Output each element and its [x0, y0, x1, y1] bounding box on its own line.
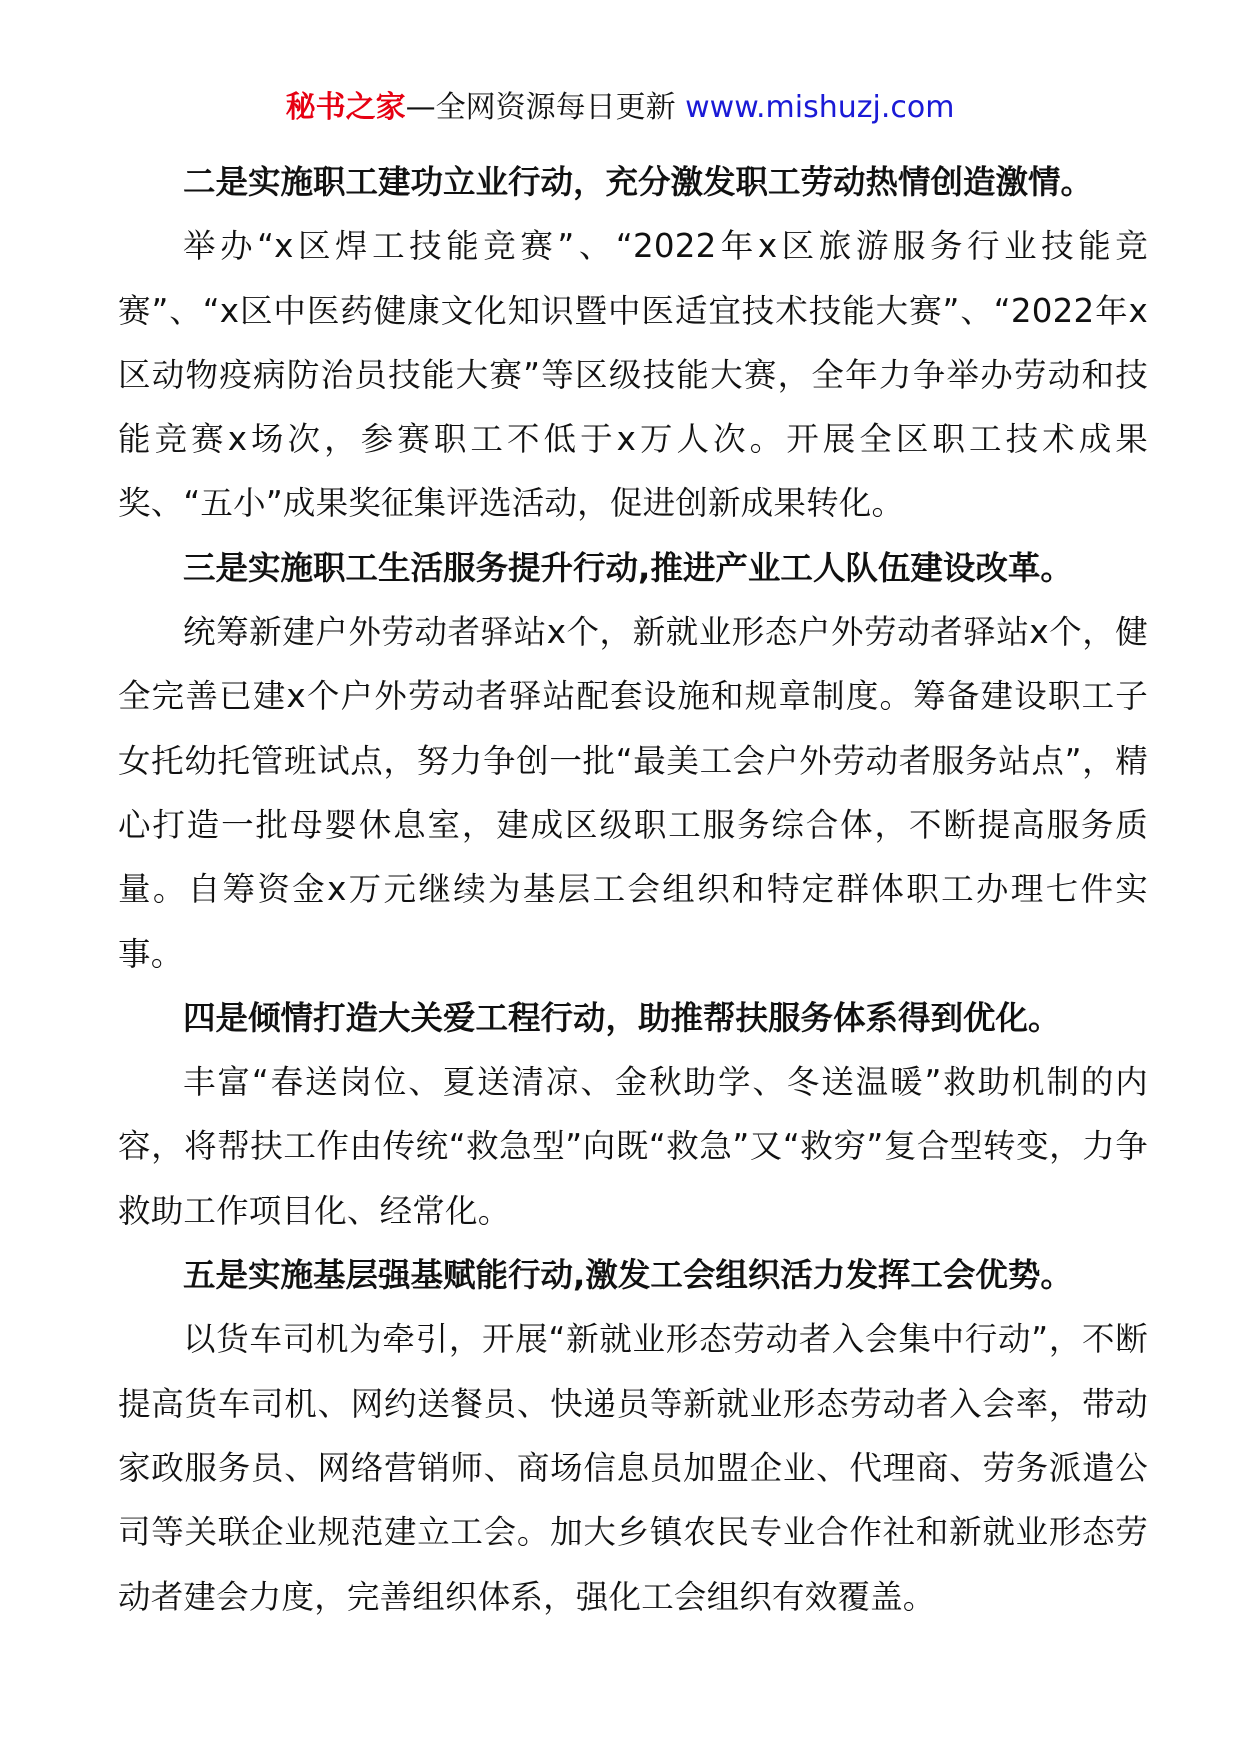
section-heading-4: 四是倾情打造大关爱工程行动，助推帮扶服务体系得到优化。: [183, 998, 1061, 1037]
section-heading-3: 三是实施职工生活服务提升行动,推进产业工人队伍建设改革。: [183, 548, 1073, 587]
header-slogan: —全网资源每日更新: [405, 90, 686, 125]
section-paragraph-5: 以货车司机为牵引，开展“新就业形态劳动者入会集中行动”，不断提高货车司机、网约送餐员、快递员等新就业形态劳动者入会率，带动家政服务员、网络营销师、商场信息员加盟企业、代理商、劳务派遣公司等关联企业规范建立工会。加大乡镇农民专业合作社和新就业形态劳动者建会力度，完善组织体系，强化工会组织有效覆盖。: [118, 1320, 1148, 1616]
document-body: [118, 150, 1148, 1629]
section-heading-2: 二是实施职工建功立业行动，充分激发职工劳动热情创造激情。: [183, 163, 1094, 201]
section-paragraph-2: 举办“x区焊工技能竞赛”、“2022年x区旅游服务行业技能竞赛”、“x区中医药健康文化知识暨中医适宜技术技能大赛”、“2022年x区动物疫病防治员技能大赛”等区级技能大赛，全年力争举办劳动和技能竞赛x场次，参赛职工不低于x万人次。开展全区职工技术成果奖、“五小”成果奖征集评选活动，促进创新成果转化。: [118, 227, 1148, 523]
section-heading-5: 五是实施基层强基赋能行动,激发工会组织活力发挥工会优势。: [183, 1256, 1073, 1295]
site-url-link[interactable]: www.mishuzj.com: [685, 90, 955, 125]
brand-name: 秘书之家: [285, 90, 406, 125]
section-paragraph-4: 丰富“春送岗位、夏送清凉、金秋助学、冬送温暖”救助机制的内容，将帮扶工作由传统“救急型”向既“救急”又“救穷”复合型转变，力争救助工作项目化、经常化。: [118, 1063, 1148, 1230]
section-paragraph-3: 统筹新建户外劳动者驿站x个，新就业形态户外劳动者驿站x个，健全完善已建x个户外劳动者驿站配套设施和规章制度。筹备建设职工子女托幼托管班试点，努力争创一批“最美工会户外劳动者服务站点”，精心打造一批母婴休息室，建成区级职工服务综合体，不断提高服务质量。自筹资金x万元继续为基层工会组织和特定群体职工办理七件实事。: [118, 613, 1148, 973]
site-header: [0, 88, 1240, 128]
